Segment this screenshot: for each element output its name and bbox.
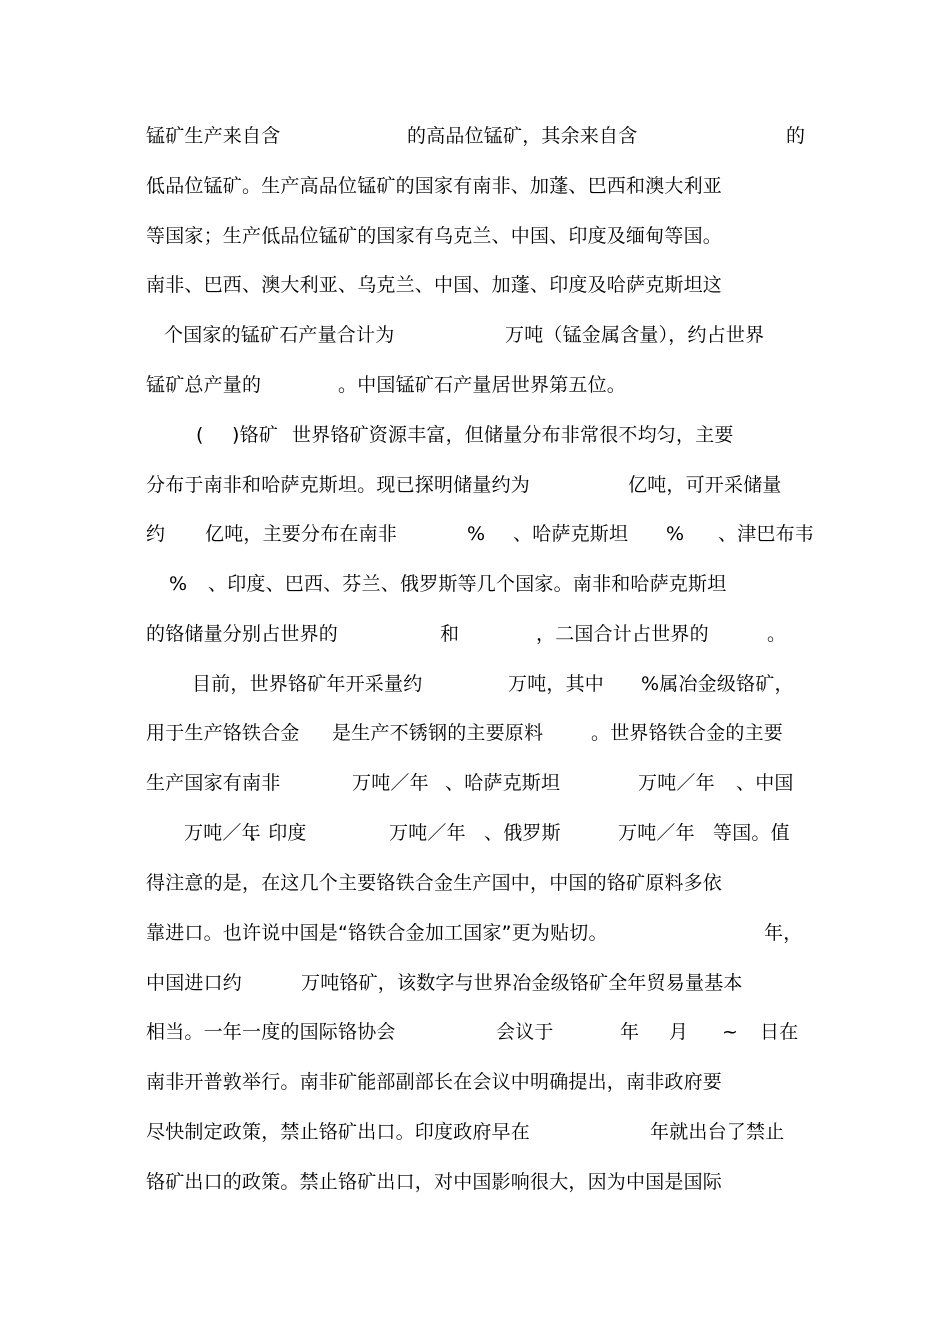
text-segment: 靠进口。也许说中国是“铬铁合金加工国家”更为贴切。 <box>146 922 608 944</box>
text-line <box>0 718 950 748</box>
text-segment: 年， <box>764 922 803 944</box>
text-segment: 万吨铬矿，该数字与世界冶金级铬矿全年贸易量基本 <box>301 972 743 994</box>
text-segment: 、俄罗斯 <box>484 822 561 844</box>
text-segment: 万吨／年 <box>184 822 261 844</box>
text-segment: 目前，世界铬矿年开采量约 <box>192 673 423 695</box>
text-line <box>0 519 950 549</box>
text-segment: 、中国 <box>736 772 794 794</box>
text-line <box>0 171 950 201</box>
text-segment: 。中国锰矿石产量居世界第五位。 <box>338 374 627 396</box>
text-segment: 世界铬矿资源丰富，但储量分布非常很不均匀，主要 <box>292 424 734 446</box>
text-segment: 、印度、巴西、芬兰、俄罗斯等几个国家。南非和哈萨克斯坦 <box>208 573 727 595</box>
text-segment: 万吨／年 <box>618 822 695 844</box>
text-segment: 中国进口约 <box>146 972 243 994</box>
text-line <box>0 818 950 848</box>
text-segment: % <box>666 523 685 545</box>
text-line <box>0 968 950 998</box>
text-line <box>0 121 950 151</box>
text-segment: % <box>467 523 486 545</box>
text-segment: 年就出台了禁止 <box>650 1121 785 1143</box>
text-segment: 、哈萨克斯坦 <box>445 772 561 794</box>
text-segment: 万吨（锰金属含量），约占世界 <box>505 324 765 346</box>
text-segment: 约 <box>146 523 166 545</box>
text-segment: 南非、巴西、澳大利亚、乌克兰、中国、加蓬、印度及哈萨克斯坦这 <box>146 274 723 296</box>
text-segment: 、印度 <box>249 822 307 844</box>
text-segment: % <box>169 573 188 595</box>
text-segment: 等国家；生产低品位锰矿的国家有乌克兰、中国、印度及缅甸等国。 <box>146 225 723 247</box>
text-line <box>0 270 950 300</box>
text-line <box>0 918 950 948</box>
text-segment: 的高品位锰矿，其余来自含 <box>407 125 638 147</box>
text-line <box>0 768 950 798</box>
text-segment: 亿吨，可开采储量 <box>628 474 782 496</box>
text-segment: 月 <box>669 1021 689 1043</box>
text-segment: )铬矿 <box>232 424 279 446</box>
text-segment: 的 <box>786 125 806 147</box>
text-line <box>0 221 950 251</box>
text-segment: 万吨／年 <box>352 772 429 794</box>
text-segment: 会议于 <box>496 1021 554 1043</box>
text-segment: ( <box>196 424 204 446</box>
text-segment: 低品位锰矿。生产高品位锰矿的国家有南非、加蓬、巴西和澳大利亚 <box>146 175 723 197</box>
text-segment: 万吨，其中 <box>508 673 605 695</box>
text-line <box>0 1167 950 1197</box>
text-segment: 锰矿总产量的 <box>146 374 262 396</box>
text-segment: 的铬储量分别占世界的 <box>146 623 339 645</box>
text-segment: 是生产不锈钢的主要原料 <box>332 722 544 744</box>
text-segment: 相当。一年一度的国际铬协会 <box>146 1021 396 1043</box>
text-line <box>0 669 950 699</box>
text-line <box>0 320 950 350</box>
text-segment: 万吨／年 <box>638 772 715 794</box>
text-segment: 。世界铬铁合金的主要 <box>591 722 784 744</box>
text-segment: ~ <box>722 1021 739 1043</box>
text-segment: 年 <box>620 1021 640 1043</box>
text-line <box>0 569 950 599</box>
text-segment: 亿吨，主要分布在南非 <box>205 523 398 545</box>
text-line <box>0 1117 950 1147</box>
text-line <box>0 470 950 500</box>
text-segment: 。 <box>767 623 787 645</box>
text-segment: 等国。值 <box>713 822 790 844</box>
text-line <box>0 1017 950 1047</box>
text-segment: ，二国合计占世界的 <box>536 623 709 645</box>
text-segment: 南非开普敦举行。南非矿能部副部长在会议中明确提出，南非政府要 <box>146 1071 723 1093</box>
text-segment: %属冶金级铬矿， <box>641 673 794 695</box>
text-segment: 得注意的是，在这几个主要铬铁合金生产国中，中国的铬矿原料多依 <box>146 872 723 894</box>
text-line <box>0 420 950 450</box>
text-segment: 锰矿生产来自含 <box>146 125 281 147</box>
text-line <box>0 619 950 649</box>
text-segment: 尽快制定政策，禁止铬矿出口。印度政府早在 <box>146 1121 531 1143</box>
text-segment: 日在 <box>760 1021 799 1043</box>
text-segment: 分布于南非和哈萨克斯坦。现已探明储量约为 <box>146 474 531 496</box>
text-segment: 、哈萨克斯坦 <box>513 523 629 545</box>
text-segment: 和 <box>440 623 460 645</box>
text-segment: 生产国家有南非 <box>146 772 281 794</box>
text-segment: 、津巴布韦 <box>718 523 815 545</box>
text-segment: 个国家的锰矿石产量合计为 <box>164 324 395 346</box>
text-segment: 铬矿出口的政策。禁止铬矿出口，对中国影响很大，因为中国是国际 <box>146 1171 723 1193</box>
text-line <box>0 1067 950 1097</box>
text-line <box>0 370 950 400</box>
text-segment: 用于生产铬铁合金 <box>146 722 300 744</box>
text-segment: 万吨／年 <box>389 822 466 844</box>
text-line <box>0 868 950 898</box>
